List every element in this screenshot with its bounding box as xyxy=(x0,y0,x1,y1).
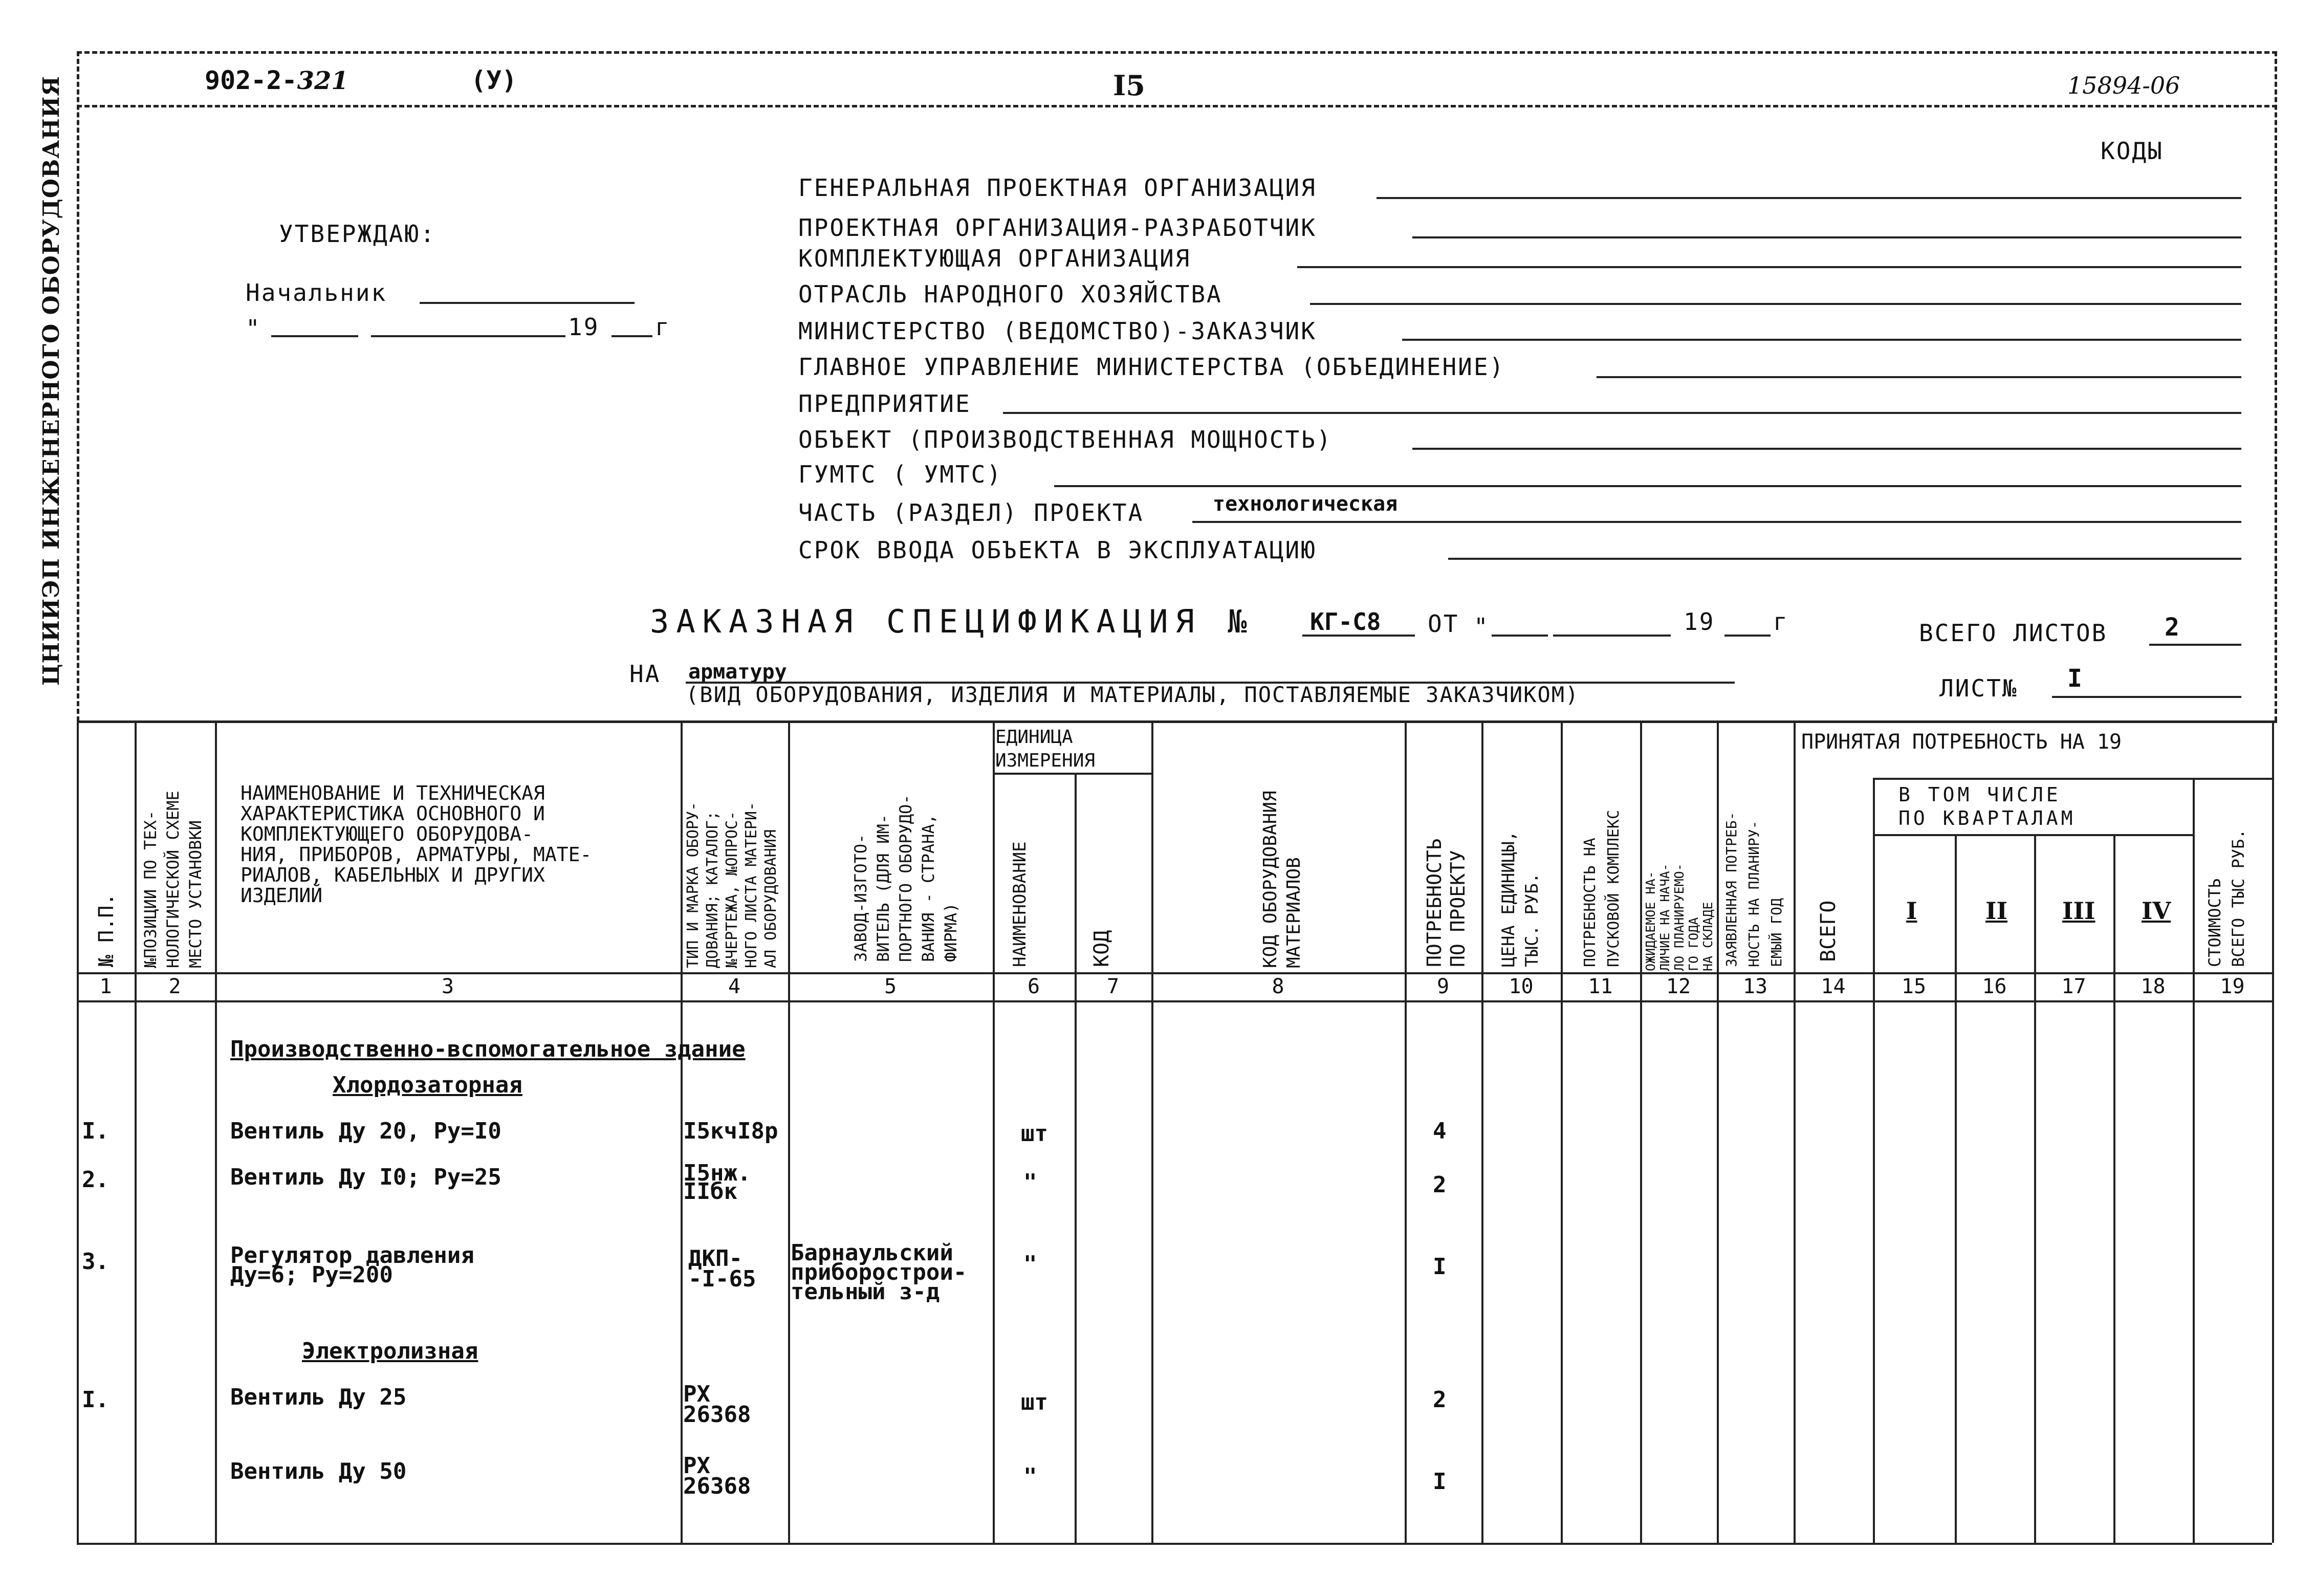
field-gumts: ГУМТС ( УМТС) xyxy=(798,461,1003,488)
archive-number: 15894-06 xyxy=(2067,72,2180,99)
col-divider xyxy=(1481,722,1483,1543)
spec-year-suffix: г xyxy=(1773,608,1789,636)
col-header-number: № П.П. xyxy=(95,893,118,967)
row-type: I5кчI8р xyxy=(683,1118,778,1144)
field-line xyxy=(1054,485,2241,487)
col-divider xyxy=(1873,778,1875,1543)
col-divider xyxy=(1794,722,1796,1543)
col-divider xyxy=(2193,778,2195,1543)
field-line xyxy=(1402,339,2241,341)
table-bottom-line xyxy=(77,1543,2272,1545)
mark-label: (У) xyxy=(471,65,517,95)
row-maker: Барнаульский приборострои- тельный з-д xyxy=(791,1240,967,1305)
col-divider xyxy=(215,722,217,1543)
column-number: 6 xyxy=(1027,975,1040,998)
col-header-quarters: В ТОМ ЧИСЛЕ ПО КВАРТАЛАМ xyxy=(1898,783,2076,829)
row-name: Регулятор давления Ду=6; Ру=200 xyxy=(230,1242,474,1288)
col-header-q2: II xyxy=(1985,897,2008,925)
col-header-maker: ЗАВОД-ИЗГОТО- ВИТЕЛЬ (ДЛЯ ИМ- ПОРТНОГО ОБОРУДО- ВАНИЯ - СТРАНА, ФИРМА) xyxy=(851,794,960,962)
row-unit: " xyxy=(1023,1251,1037,1277)
approval-date-row: " xyxy=(246,315,261,342)
sheet-label: ЛИСТ№ xyxy=(1939,674,2018,702)
col-header-accepted: ПРИНЯТАЯ ПОТРЕБНОСТЬ НА 19 xyxy=(1801,730,2122,754)
approval-year-suffix: г xyxy=(655,313,671,341)
field-line xyxy=(1003,412,2241,414)
spec-on-value: арматуру xyxy=(688,660,787,684)
col-divider xyxy=(788,722,790,1543)
spec-year-line xyxy=(1724,635,1771,637)
col-divider xyxy=(135,722,137,1543)
section-heading: Хлордозаторная xyxy=(333,1072,522,1098)
col-divider xyxy=(2113,834,2115,1543)
field-object: ОБЪЕКТ (ПРОИЗВОДСТВЕННАЯ МОЩНОСТЬ) xyxy=(798,426,1333,453)
project-code: 902-2-321 xyxy=(205,65,348,95)
column-number: 8 xyxy=(1272,975,1284,998)
approval-title: УТВЕРЖДАЮ: xyxy=(279,220,436,248)
row-number: 3. xyxy=(82,1249,109,1275)
col-header-type: ТИП И МАРКА ОБОРУ- ДОВАНИЯ; КАТАЛОГ; №ЧЕРТЕЖА, №ОПРОС- НОГО ЛИСТА МАТЕРИ- АЛ ОБОРУДОВАНИЯ xyxy=(684,801,780,968)
total-sheets-line xyxy=(2149,644,2241,646)
field-line xyxy=(1377,197,2241,199)
row-qty: 2 xyxy=(1433,1387,1447,1413)
field-completing-org: КОМПЛЕКТУЮЩАЯ ОРГАНИЗАЦИЯ xyxy=(798,245,1191,272)
col-divider xyxy=(1717,722,1719,1543)
col-header-cost: СТОИМОСТЬ ВСЕГО ТЫС РУБ. xyxy=(2205,829,2248,967)
field-general-org: ГЕНЕРАЛЬНАЯ ПРОЕКТНАЯ ОРГАНИЗАЦИЯ xyxy=(798,174,1317,202)
row-name: Вентиль Ду I0; Ру=25 xyxy=(230,1164,501,1190)
col-header-total: ВСЕГО xyxy=(1817,900,1840,962)
col-header-expected: ОЖИДАЕМОЕ НА- ЛИЧИЕ НА НАЧА- ЛО ПЛАНИРУЕМО- ГО ГОДА НА СКЛАДЕ xyxy=(1643,863,1715,971)
total-sheets-value: 2 xyxy=(2165,613,2179,642)
column-number: 11 xyxy=(1588,975,1613,998)
column-number: 13 xyxy=(1742,975,1768,998)
col-divider xyxy=(1151,722,1153,1543)
spec-on-caption: (ВИД ОБОРУДОВАНИЯ, ИЗДЕЛИЯ И МАТЕРИАЛЫ, ПОСТАВЛЯЕМЫЕ ЗАКАЗЧИКОМ) xyxy=(686,682,1580,707)
field-line xyxy=(1310,303,2241,305)
header-bottom-line xyxy=(77,972,2272,974)
col-header-position: №ПОЗИЦИИ ПО ТЕХ- НОЛОГИЧЕСКОЙ СХЕМЕ МЕСТО УСТАНОВКИ xyxy=(141,791,205,968)
sheet-value: I xyxy=(2067,664,2082,693)
col-header-name: НАИМЕНОВАНИЕ И ТЕХНИЧЕСКАЯ ХАРАКТЕРИСТИКА ОСНОВНОГО И КОМПЛЕКТУЮЩЕГО ОБОРУДОВА- НИЯ, ПРИБОРОВ, АРМАТУРЫ, МАТЕ- РИАЛОВ, КАБЕЛЬНЫХ И ДРУГИХ ИЗДЕЛИЙ xyxy=(241,782,592,907)
approval-signature-line xyxy=(420,302,635,304)
approval-month-line xyxy=(371,335,565,337)
spec-date-day: " xyxy=(1474,613,1490,641)
side-organization-label: ЦНИИЭП ИНЖЕНЕРНОГО ОБОРУДОВАНИЯ xyxy=(38,75,64,686)
column-number: 15 xyxy=(1901,975,1927,998)
field-line xyxy=(1597,376,2241,378)
col-header-need: ПОТРЕБНОСТЬ ПО ПРОЕКТУ xyxy=(1423,838,1469,967)
field-line xyxy=(1412,448,2241,450)
table-top-border xyxy=(77,720,2277,723)
col-header-unit-name: НАИМЕНОВАНИЕ xyxy=(1010,841,1030,967)
total-sheets-label: ВСЕГО ЛИСТОВ xyxy=(1919,619,2108,647)
spec-year: 19 xyxy=(1684,608,1715,636)
col-divider xyxy=(1640,722,1642,1543)
col-divider xyxy=(1561,722,1563,1543)
codes-label: КОДЫ xyxy=(2101,137,2164,165)
column-number: 19 xyxy=(2220,975,2245,998)
row-number: 2. xyxy=(82,1167,109,1193)
field-enterprise: ПРЕДПРИЯТИЕ xyxy=(798,390,971,418)
col-header-unit-group: ЕДИНИЦА ИЗМЕРЕНИЯ xyxy=(995,727,1096,771)
row-qty: 4 xyxy=(1433,1118,1447,1144)
approval-head: Начальник xyxy=(246,279,387,307)
col-divider xyxy=(681,722,683,1543)
field-line xyxy=(1448,558,2241,560)
spec-day-line xyxy=(1492,635,1548,637)
col-divider xyxy=(1405,722,1407,1543)
column-number: 14 xyxy=(1821,975,1846,998)
row-unit: " xyxy=(1023,1169,1037,1195)
field-commission-date: СРОК ВВОДА ОБЪЕКТА В ЭКСПЛУАТАЦИЮ xyxy=(798,536,1317,564)
field-line xyxy=(1192,521,2241,523)
row-type: I5нж. IIбк xyxy=(683,1160,751,1205)
approval-year-line xyxy=(611,335,652,337)
row-name: Вентиль Ду 20, Ру=I0 xyxy=(230,1118,501,1144)
spec-number-line xyxy=(1302,635,1415,637)
column-number: 16 xyxy=(1982,975,2007,998)
column-number: 5 xyxy=(884,975,897,998)
row-qty: I xyxy=(1433,1254,1447,1280)
field-main-department: ГЛАВНОЕ УПРАВЛЕНИЕ МИНИСТЕРСТВА (ОБЪЕДИНЕНИЕ) xyxy=(798,353,1505,381)
column-number: 10 xyxy=(1509,975,1534,998)
frame-top-border xyxy=(77,51,2277,54)
frame-right-border xyxy=(2275,51,2277,722)
col-header-equipment-code: КОД ОБОРУДОВАНИЯ МАТЕРИАЛОВ xyxy=(1260,791,1304,968)
spec-from-label: ОТ xyxy=(1428,610,1459,638)
column-number: 18 xyxy=(2141,975,2166,998)
field-project-part: ЧАСТЬ (РАЗДЕЛ) ПРОЕКТА xyxy=(798,499,1144,527)
spec-number: КГ-С8 xyxy=(1310,608,1381,636)
spec-month-line xyxy=(1553,635,1671,637)
row-type: ДКП- -I-65 xyxy=(688,1245,756,1292)
field-ministry: МИНИСТЕРСТВО (ВЕДОМСТВО)-ЗАКАЗЧИК xyxy=(798,317,1317,345)
frame-left-border xyxy=(77,51,79,722)
column-number: 3 xyxy=(441,975,454,998)
project-part-value: технологическая xyxy=(1213,492,1398,516)
unit-group-line xyxy=(993,773,1151,775)
row-unit: шт xyxy=(1021,1389,1048,1415)
page-number: I5 xyxy=(1113,69,1145,102)
column-number: 4 xyxy=(728,975,741,998)
col-header-price: ЦЕНА ЕДИНИЦЫ, ТЫС. РУБ. xyxy=(1498,830,1542,967)
col-divider xyxy=(2272,722,2274,1543)
accepted-group-line xyxy=(1873,778,2272,780)
col-header-unit-code: КОД xyxy=(1090,930,1113,967)
field-developer-org: ПРОЕКТНАЯ ОРГАНИЗАЦИЯ-РАЗРАБОТЧИК xyxy=(798,214,1317,242)
row-qty: I xyxy=(1433,1469,1447,1495)
spec-on-label: НА xyxy=(629,660,661,688)
column-number: 12 xyxy=(1666,975,1691,998)
field-industry: ОТРАСЛЬ НАРОДНОГО ХОЗЯЙСТВА xyxy=(798,280,1222,308)
col-header-q1: I xyxy=(1906,897,1917,925)
section-heading: Электролизная xyxy=(302,1338,478,1364)
row-number: I. xyxy=(82,1387,109,1413)
col-divider xyxy=(77,722,79,1543)
column-number: 17 xyxy=(2061,975,2086,998)
column-number: 2 xyxy=(168,975,181,998)
col-header-q4: IV xyxy=(2142,897,2171,925)
column-number: 7 xyxy=(1106,975,1120,998)
row-number: I. xyxy=(82,1118,109,1144)
field-line xyxy=(1412,236,2241,238)
section-heading: Производственно-вспомогательное здание xyxy=(230,1036,746,1062)
row-qty: 2 xyxy=(1433,1172,1447,1198)
row-unit: шт xyxy=(1021,1121,1048,1147)
col-divider xyxy=(1955,834,1957,1543)
row-unit: " xyxy=(1023,1463,1037,1490)
col-header-q3: III xyxy=(2062,897,2095,925)
row-type: РХ 26368 xyxy=(683,1381,751,1428)
row-name: Вентиль Ду 50 xyxy=(230,1458,407,1484)
column-number: 1 xyxy=(99,975,112,998)
sheet-line xyxy=(2052,696,2241,698)
col-header-declared: ЗАЯВЛЕННАЯ ПОТРЕБ- НОСТЬ НА ПЛАНИРУ- ЕМЫЙ ГОД xyxy=(1723,812,1785,967)
col-divider xyxy=(2034,834,2036,1543)
frame-header-border xyxy=(77,105,2277,107)
approval-year: 19 xyxy=(568,313,600,341)
column-numbers-bottom-line xyxy=(77,1000,2272,1002)
approval-day-line xyxy=(271,335,358,337)
field-line xyxy=(1297,266,2241,268)
col-divider xyxy=(1075,773,1077,1543)
row-type: РХ 26368 xyxy=(683,1453,751,1499)
row-name: Вентиль Ду 25 xyxy=(230,1384,407,1410)
col-header-startup: ПОТРЕБНОСТЬ НА ПУСКОВОЙ КОМПЛЕКС xyxy=(1581,810,1623,967)
quarters-group-line xyxy=(1873,834,2193,836)
col-divider xyxy=(993,722,995,1543)
spec-title: ЗАКАЗНАЯ СПЕЦИФИКАЦИЯ № xyxy=(650,603,1254,640)
column-number: 9 xyxy=(1436,975,1450,998)
